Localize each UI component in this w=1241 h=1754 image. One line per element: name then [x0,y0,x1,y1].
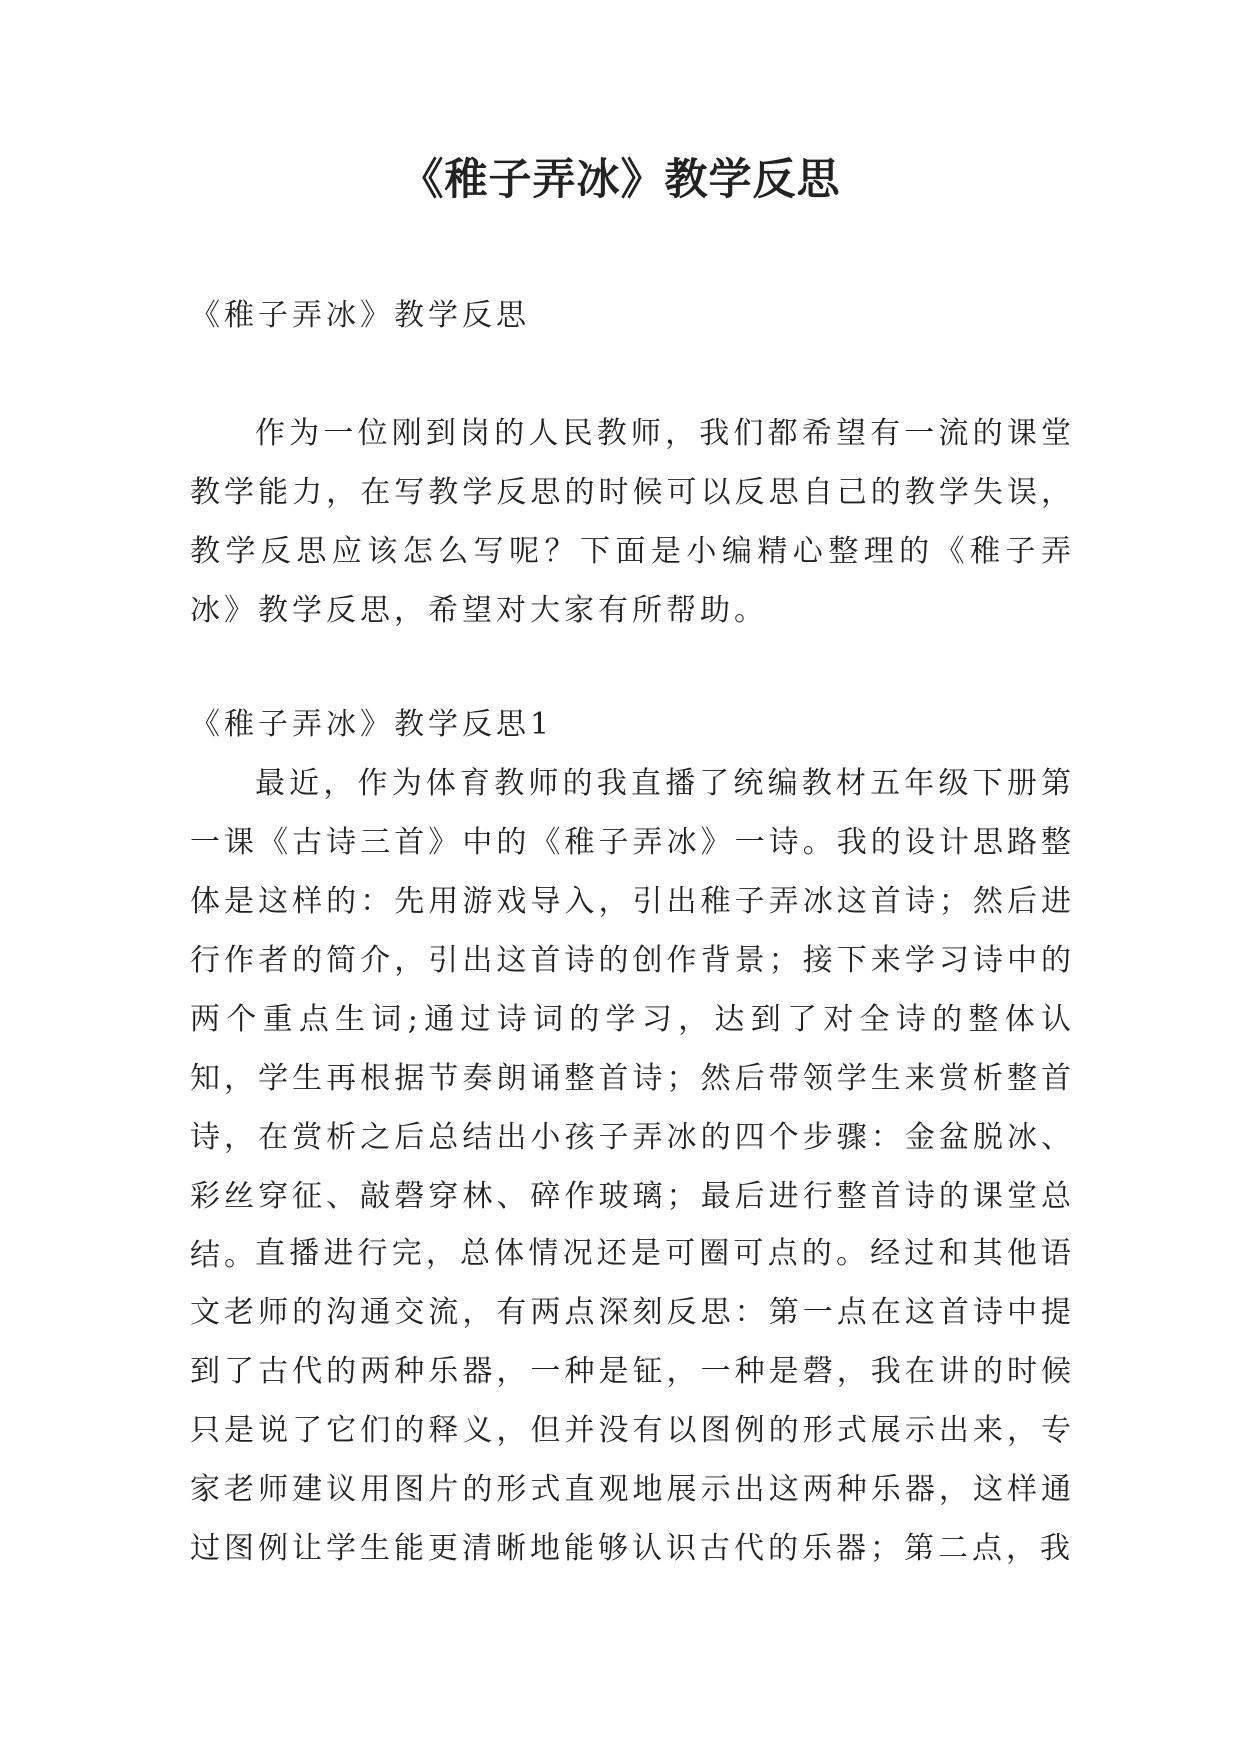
body-paragraph: 最近，作为体育教师的我直播了统编教材五年级下册第一课《古诗三首》中的《稚子弄冰》一诗。我的设计思路整体是这样的：先用游戏导入，引出稚子弄冰这首诗；然后进行作者的简介，引出这首诗的创作背景；接下来学习诗中的两个重点生词;通过诗词的学习，达到了对全诗的整体认知，学生再根据节奏朗诵整首诗；然后带领学生来赏析整首诗，在赏析之后总结出小孩子弄冰的四个步骤：金盆脱冰、彩丝穿征、敲磬穿林、碎作玻璃；最后进行整首诗的课堂总结。 [190,766,1075,1273]
intro-paragraph: 作为一位刚到岗的人民教师，我们都希望有一流的课堂教学能力，在写教学反思的时候可以反思自己的教学失误，教学反思应该怎么写呢？下面是小编精心整理的《稚子弄冰》教学反思，希望对大家有所帮助。 [190,416,1075,628]
document-title: 《稚子弄冰》教学反思 [400,155,841,205]
body-paragraph: 直播进行完，总体情况还是可圈可点的。经过和其他语文老师的沟通交流，有两点深刻反思：第一点在这首诗中提到了古代的两种乐器，一种是钲，一种是磬，我在讲的时候只是说了它们的释义，但并没有以图例的形式展示出来，专家老师建议用图片的形式直观地展示出这两种乐器，这样通过图例让学生能更清晰地能够认识古代的乐器；第二点，我 [190,1236,1075,1566]
section-heading: 《稚子弄冰》教学反思1 [190,707,554,742]
document-subtitle: 《稚子弄冰》教学反思 [190,298,530,333]
